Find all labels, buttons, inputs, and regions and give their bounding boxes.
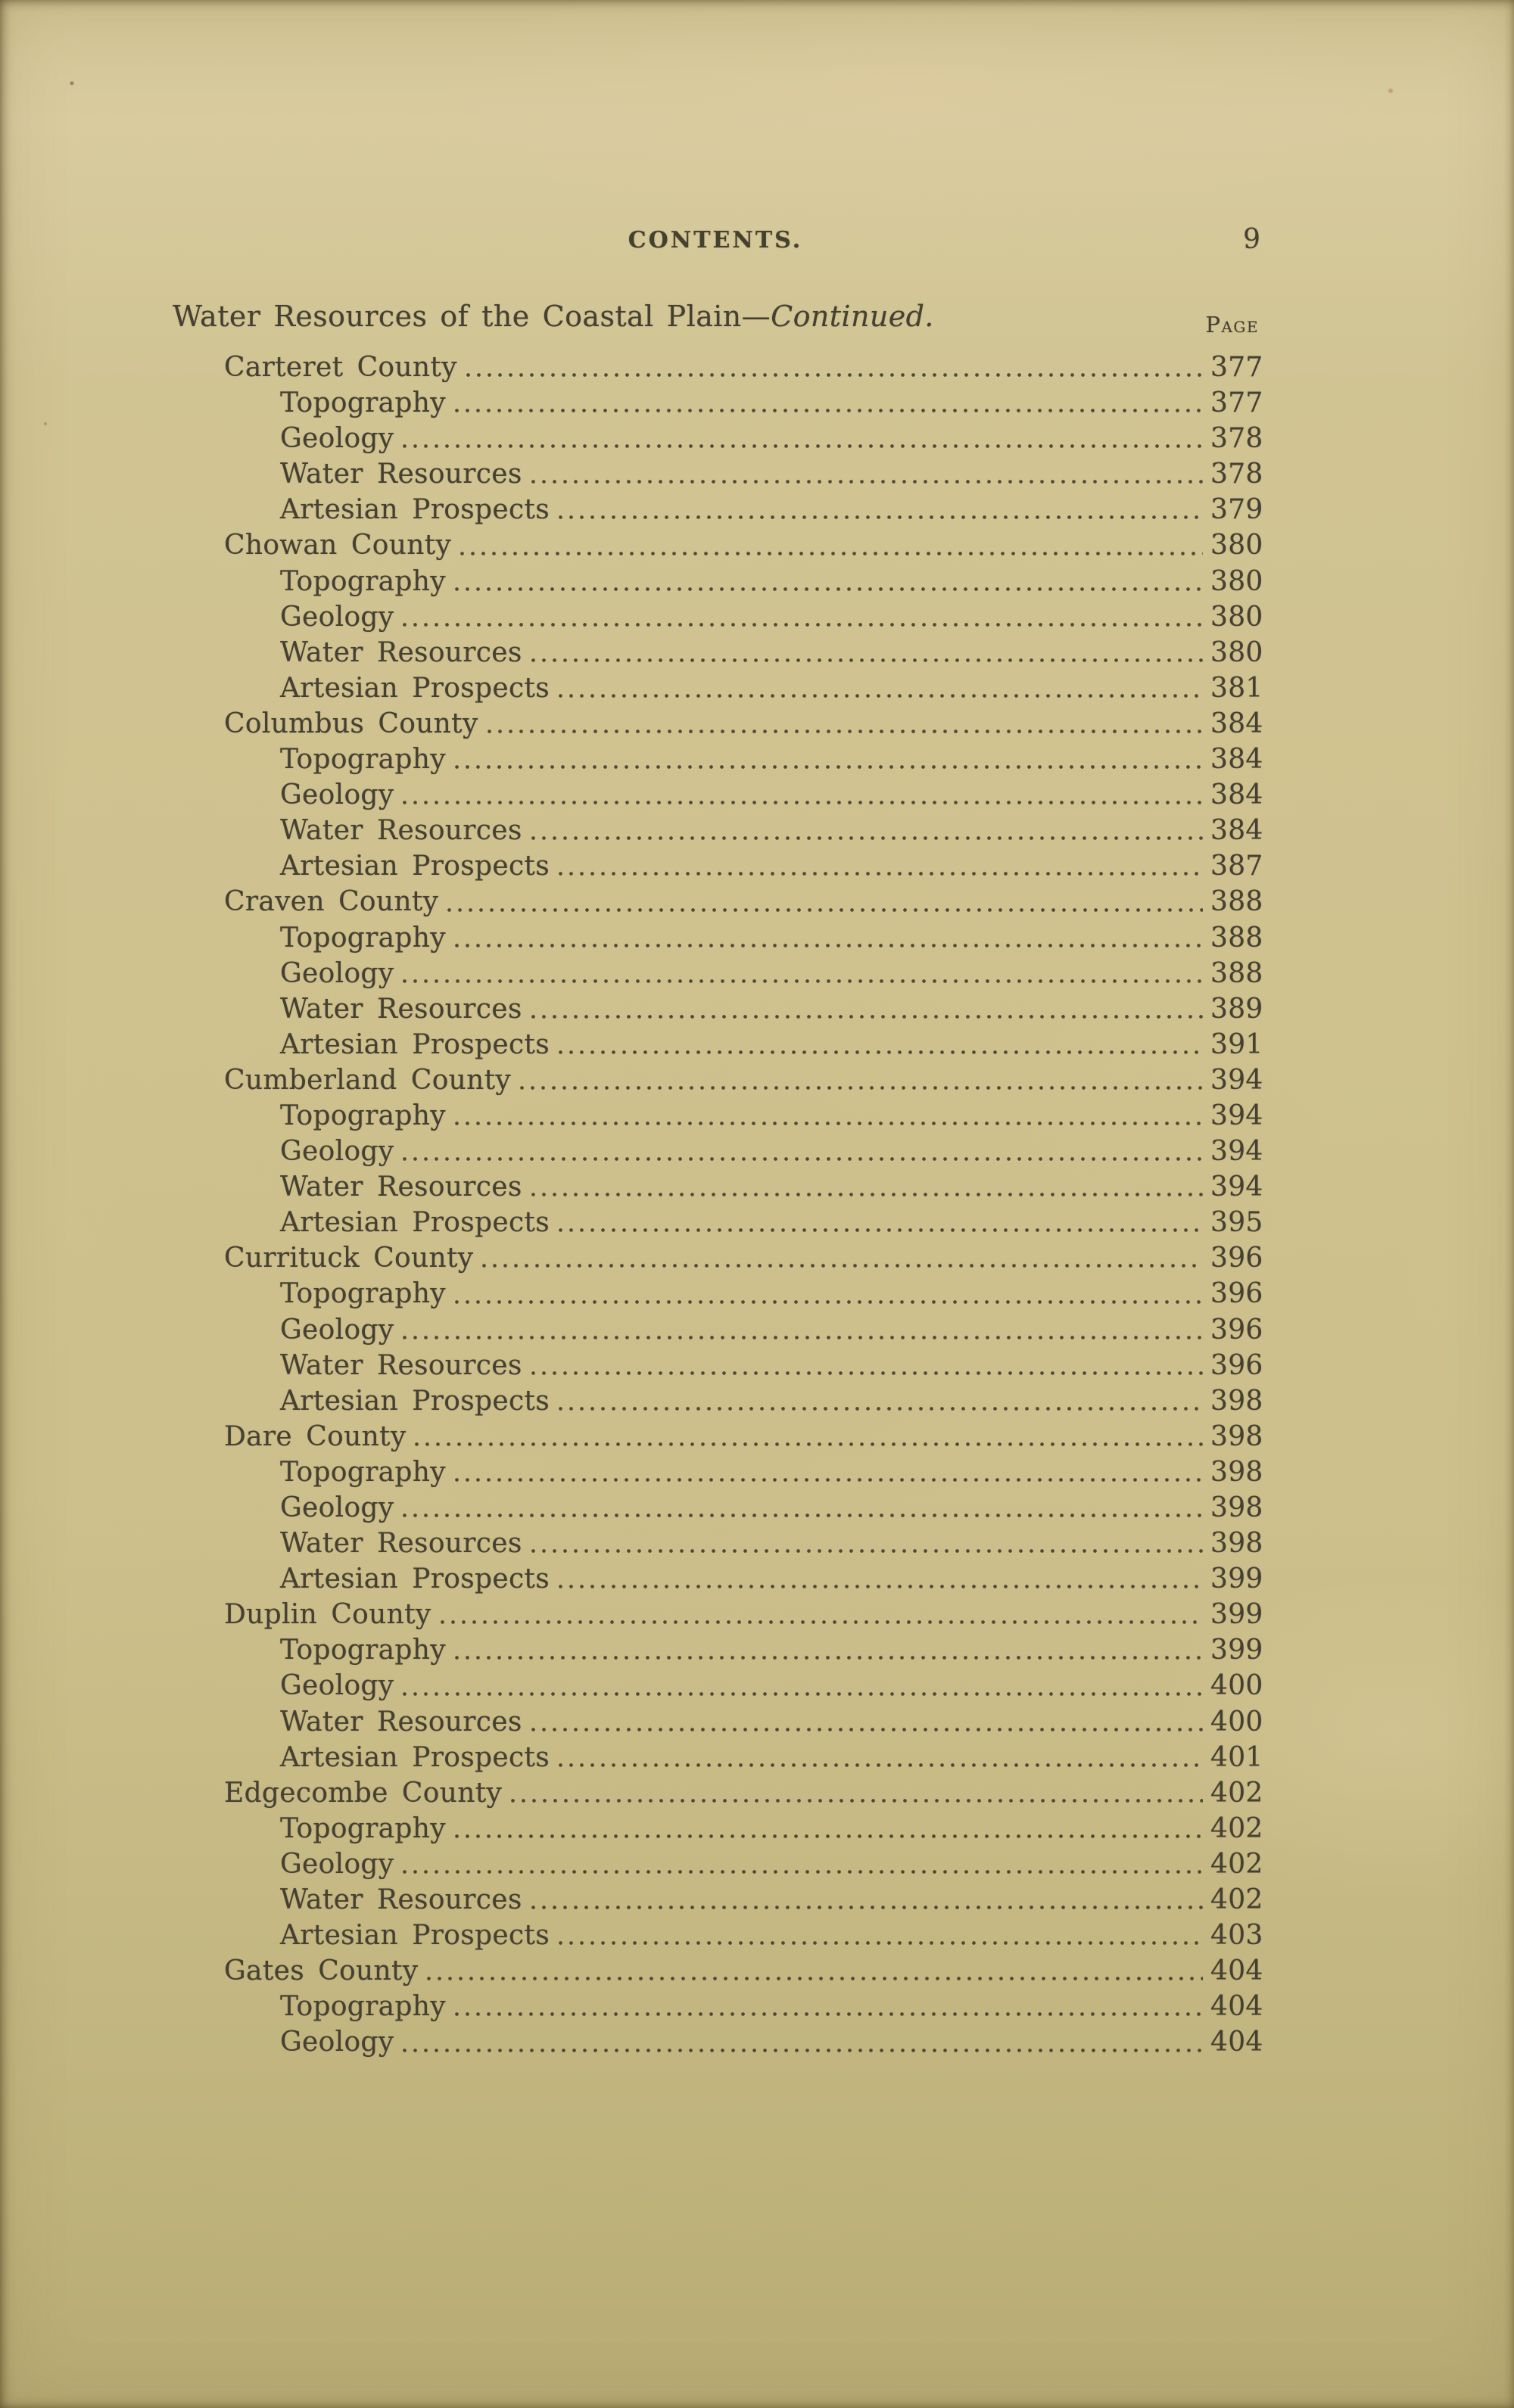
toc-entry-county xyxy=(0,706,1514,742)
toc-entry-sub xyxy=(0,456,1514,492)
toc-entry-page: 404 xyxy=(1210,2027,1263,2058)
dot-leader xyxy=(531,1015,1203,1019)
toc-entry-label: Artesian Prospects xyxy=(280,1207,550,1239)
toc-entry-page: 396 xyxy=(1210,1243,1263,1274)
dot-leader xyxy=(559,1407,1203,1411)
toc-entry-label: Water Resources xyxy=(280,1349,522,1381)
toc-entry-sub xyxy=(0,848,1514,884)
toc-entry-page: 384 xyxy=(1210,779,1263,811)
dot-leader xyxy=(455,1834,1203,1838)
dot-leader xyxy=(455,765,1203,769)
toc-entry-sub xyxy=(0,1918,1514,1953)
toc-entry-page: 388 xyxy=(1210,886,1263,918)
toc-entry-county xyxy=(0,1775,1514,1811)
dot-leader xyxy=(466,373,1203,377)
toc-entry-page: 388 xyxy=(1210,922,1263,954)
dot-leader xyxy=(403,444,1203,448)
section-title-main: Water Resources of the Coastal Plain— xyxy=(173,300,771,333)
dot-leader xyxy=(531,1549,1203,1553)
dot-leader xyxy=(559,515,1203,519)
toc-entry-label: Topography xyxy=(280,744,446,776)
toc-entry-sub xyxy=(0,1027,1514,1062)
toc-entry-label: Currituck County xyxy=(224,1243,474,1274)
toc-entry-page: 377 xyxy=(1210,387,1263,419)
toc-entry-label: Artesian Prospects xyxy=(280,672,550,704)
dot-leader xyxy=(488,730,1203,733)
toc-entry-page: 396 xyxy=(1210,1314,1263,1346)
toc-entry-sub xyxy=(0,1312,1514,1348)
toc-entry-sub xyxy=(0,1989,1514,2024)
toc-entry-label: Chowan County xyxy=(224,530,452,562)
toc-entry-sub xyxy=(0,385,1514,421)
toc-entry-page: 384 xyxy=(1210,708,1263,739)
dot-leader xyxy=(531,1728,1203,1731)
section-title xyxy=(173,300,934,333)
dot-leader xyxy=(520,1086,1203,1090)
toc-entry-county xyxy=(0,527,1514,563)
toc-entry-label: Geology xyxy=(280,423,394,455)
dot-leader xyxy=(427,1977,1203,1980)
dot-leader xyxy=(455,944,1203,947)
toc-entry-page: 387 xyxy=(1210,851,1263,882)
toc-entry-page: 398 xyxy=(1210,1456,1263,1488)
dot-leader xyxy=(531,1371,1203,1375)
toc-entry-label: Edgecombe County xyxy=(224,1777,503,1809)
toc-entry-label: Geology xyxy=(280,601,394,633)
toc-entry-sub xyxy=(0,421,1514,456)
toc-entry-page: 396 xyxy=(1210,1278,1263,1310)
toc-entry-page: 394 xyxy=(1210,1136,1263,1168)
toc-entry-page: 384 xyxy=(1210,815,1263,847)
toc-entry-sub xyxy=(0,1169,1514,1205)
toc-entry-county xyxy=(0,1062,1514,1098)
toc-entry-page: 396 xyxy=(1210,1349,1263,1381)
toc-entry-sub xyxy=(0,1276,1514,1311)
toc-entry-page: 400 xyxy=(1210,1706,1263,1738)
toc-entry-page: 378 xyxy=(1210,423,1263,455)
toc-section-heading xyxy=(173,300,1260,338)
toc-entry-county xyxy=(0,884,1514,919)
toc-entry-page: 380 xyxy=(1210,601,1263,633)
toc-entry-sub xyxy=(0,1490,1514,1526)
dot-leader xyxy=(511,1799,1203,1803)
toc-entry-page: 398 xyxy=(1210,1492,1263,1523)
dot-leader xyxy=(455,1300,1203,1304)
toc-entry-label: Geology xyxy=(280,1670,394,1702)
toc-entry-page: 404 xyxy=(1210,1955,1263,1987)
toc-entry-page: 384 xyxy=(1210,744,1263,776)
toc-entry-label: Dare County xyxy=(224,1420,407,1452)
section-title-continued: Continued. xyxy=(771,300,934,333)
dot-leader xyxy=(559,872,1203,876)
page-column-label: Page xyxy=(1205,312,1259,338)
dot-leader xyxy=(559,1228,1203,1232)
toc-entry-label: Geology xyxy=(280,1136,394,1168)
toc-entry-label: Topography xyxy=(280,1456,446,1488)
toc-entry-page: 394 xyxy=(1210,1100,1263,1131)
toc-entry-label: Topography xyxy=(280,1812,446,1844)
toc-entry-label: Carteret County xyxy=(224,352,457,383)
dot-leader xyxy=(455,1122,1203,1125)
dot-leader xyxy=(559,1585,1203,1588)
toc-entry-label: Gates County xyxy=(224,1955,419,1987)
toc-entry-sub xyxy=(0,1348,1514,1383)
toc-entry-sub xyxy=(0,1882,1514,1918)
toc-entry-label: Artesian Prospects xyxy=(280,1028,550,1060)
dot-leader xyxy=(559,1050,1203,1054)
dot-leader xyxy=(455,587,1203,591)
dot-leader xyxy=(531,1906,1203,1909)
toc-entry-label: Water Resources xyxy=(280,1884,522,1916)
dot-leader xyxy=(447,908,1203,912)
toc-entry-page: 400 xyxy=(1210,1670,1263,1702)
toc-entry-sub xyxy=(0,1740,1514,1775)
toc-entry-page: 401 xyxy=(1210,1741,1263,1773)
dot-leader xyxy=(531,658,1203,662)
toc-entry-sub xyxy=(0,635,1514,670)
toc-entry-sub xyxy=(0,991,1514,1027)
toc-entry-sub xyxy=(0,777,1514,813)
toc-entry-label: Artesian Prospects xyxy=(280,1920,550,1952)
toc-entry-page: 402 xyxy=(1210,1777,1263,1809)
folio-page-number: 9 xyxy=(1243,224,1260,255)
dot-leader xyxy=(460,552,1203,555)
toc-entry-sub xyxy=(0,2024,1514,2060)
toc-entry-label: Columbus County xyxy=(224,708,478,739)
toc-entry-sub xyxy=(0,1846,1514,1882)
dot-leader xyxy=(455,1656,1203,1660)
toc-entry-label: Geology xyxy=(280,957,394,989)
toc-entry-county xyxy=(0,1597,1514,1632)
toc-entry-sub xyxy=(0,742,1514,777)
dot-leader xyxy=(455,2012,1203,2016)
toc-entry-county xyxy=(0,1240,1514,1276)
toc-entry-page: 389 xyxy=(1210,993,1263,1025)
toc-entry-label: Geology xyxy=(280,1314,394,1346)
toc-list xyxy=(0,350,1514,2061)
toc-entry-page: 402 xyxy=(1210,1848,1263,1880)
toc-entry-label: Water Resources xyxy=(280,1171,522,1203)
dot-leader xyxy=(403,623,1203,627)
toc-entry-label: Geology xyxy=(280,1848,394,1880)
toc-entry-label: Water Resources xyxy=(280,1706,522,1738)
dot-leader xyxy=(415,1442,1203,1446)
dot-leader xyxy=(403,2049,1203,2052)
toc-entry-sub xyxy=(0,1383,1514,1419)
toc-entry-label: Water Resources xyxy=(280,636,522,668)
toc-entry-label: Topography xyxy=(280,1100,446,1131)
toc-entry-label: Craven County xyxy=(224,886,439,918)
toc-entry-page: 377 xyxy=(1210,352,1263,383)
toc-entry-sub xyxy=(0,492,1514,527)
toc-entry-sub xyxy=(0,1205,1514,1240)
toc-entry-label: Geology xyxy=(280,779,394,811)
toc-entry-sub xyxy=(0,1454,1514,1490)
dot-leader xyxy=(455,409,1203,412)
toc-entry-label: Water Resources xyxy=(280,459,522,490)
dot-leader xyxy=(531,836,1203,840)
dot-leader xyxy=(403,1336,1203,1339)
toc-entry-label: Artesian Prospects xyxy=(280,494,550,526)
toc-entry-page: 403 xyxy=(1210,1920,1263,1952)
toc-entry-label: Water Resources xyxy=(280,1528,522,1560)
toc-entry-label: Cumberland County xyxy=(224,1064,512,1096)
toc-entry-label: Artesian Prospects xyxy=(280,1741,550,1773)
toc-entry-page: 402 xyxy=(1210,1812,1263,1844)
toc-entry-page: 380 xyxy=(1210,636,1263,668)
toc-entry-sub xyxy=(0,1561,1514,1597)
toc-entry-sub xyxy=(0,1811,1514,1846)
toc-entry-page: 398 xyxy=(1210,1528,1263,1560)
toc-entry-sub xyxy=(0,1704,1514,1740)
toc-entry-page: 398 xyxy=(1210,1385,1263,1417)
toc-entry-sub xyxy=(0,599,1514,635)
toc-entry-sub xyxy=(0,670,1514,706)
toc-entry-page: 399 xyxy=(1210,1563,1263,1595)
toc-entry-label: Topography xyxy=(280,565,446,597)
toc-entry-sub xyxy=(0,956,1514,991)
toc-entry-sub xyxy=(0,813,1514,848)
running-head xyxy=(170,224,1260,255)
toc-entry-page: 402 xyxy=(1210,1884,1263,1916)
dot-leader xyxy=(441,1620,1203,1624)
dot-leader xyxy=(559,1763,1203,1767)
toc-entry-label: Geology xyxy=(280,2027,394,2058)
toc-entry-label: Topography xyxy=(280,1635,446,1666)
dot-leader xyxy=(403,1870,1203,1874)
toc-entry-label: Topography xyxy=(280,1991,446,2023)
toc-entry-label: Duplin County xyxy=(224,1599,431,1631)
toc-entry-label: Topography xyxy=(280,922,446,954)
toc-entry-page: 391 xyxy=(1210,1028,1263,1060)
toc-entry-label: Artesian Prospects xyxy=(280,1385,550,1417)
toc-entry-sub xyxy=(0,564,1514,599)
toc-entry-page: 394 xyxy=(1210,1171,1263,1203)
toc-entry-sub xyxy=(0,920,1514,956)
dot-leader xyxy=(559,694,1203,698)
toc-entry-page: 399 xyxy=(1210,1599,1263,1631)
toc-entry-sub xyxy=(0,1668,1514,1703)
toc-entry-label: Topography xyxy=(280,1278,446,1310)
toc-entry-county xyxy=(0,1953,1514,1989)
dot-leader xyxy=(531,480,1203,484)
toc-entry-page: 381 xyxy=(1210,672,1263,704)
toc-entry-page: 379 xyxy=(1210,494,1263,526)
dot-leader xyxy=(482,1264,1203,1268)
toc-entry-page: 404 xyxy=(1210,1991,1263,2023)
toc-entry-county xyxy=(0,1419,1514,1454)
toc-entry-page: 380 xyxy=(1210,565,1263,597)
toc-entry-page: 378 xyxy=(1210,459,1263,490)
toc-entry-page: 394 xyxy=(1210,1064,1263,1096)
dot-leader xyxy=(403,1692,1203,1696)
toc-entry-sub xyxy=(0,1632,1514,1668)
toc-entry-label: Artesian Prospects xyxy=(280,851,550,882)
toc-entry-label: Water Resources xyxy=(280,993,522,1025)
toc-entry-page: 395 xyxy=(1210,1207,1263,1239)
dot-leader xyxy=(403,1514,1203,1517)
toc-entry-label: Water Resources xyxy=(280,815,522,847)
toc-entry-sub xyxy=(0,1134,1514,1169)
dot-leader xyxy=(531,1193,1203,1196)
page-header-title: CONTENTS. xyxy=(628,227,803,254)
dot-leader xyxy=(559,1941,1203,1945)
toc-entry-page: 399 xyxy=(1210,1635,1263,1666)
toc-entry-label: Artesian Prospects xyxy=(280,1563,550,1595)
toc-entry-sub xyxy=(0,1098,1514,1134)
toc-entry-label: Topography xyxy=(280,387,446,419)
toc-entry-page: 398 xyxy=(1210,1420,1263,1452)
dot-leader xyxy=(403,801,1203,804)
toc-entry-page: 388 xyxy=(1210,957,1263,989)
toc-entry-page: 380 xyxy=(1210,530,1263,562)
dot-leader xyxy=(455,1478,1203,1482)
dot-leader xyxy=(403,979,1203,983)
toc-entry-sub xyxy=(0,1526,1514,1561)
toc-entry-label: Geology xyxy=(280,1492,394,1523)
toc-entry-county xyxy=(0,350,1514,385)
dot-leader xyxy=(403,1157,1203,1161)
